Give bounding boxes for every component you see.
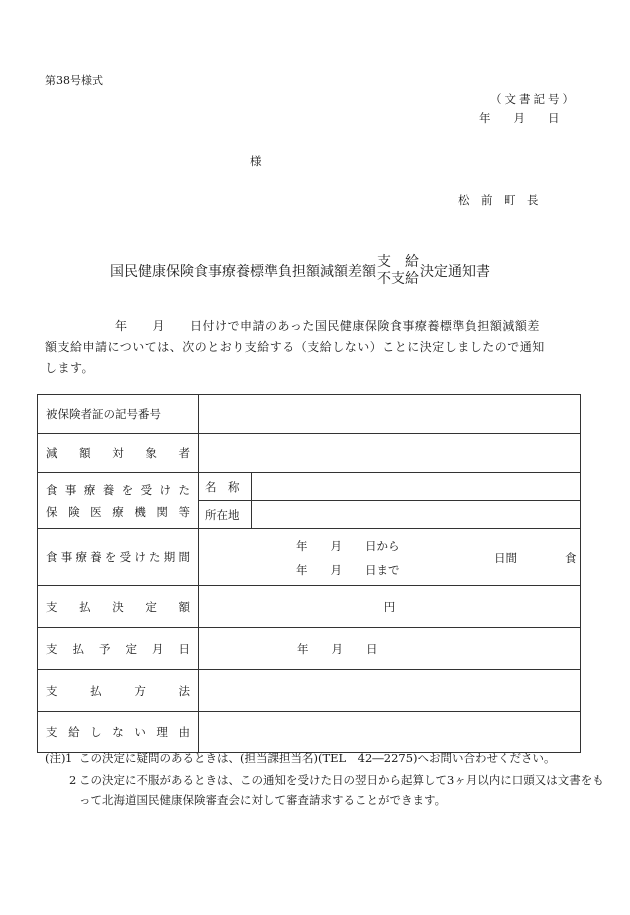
spread-label: 食 事 療 養 を 受 け た [46, 482, 190, 497]
notice-table [37, 394, 581, 753]
row-insured-number [38, 395, 581, 434]
intro-paragraph [45, 316, 590, 379]
amount-label [38, 586, 199, 628]
intro-line-2: 額支給申請については、次のとおり支給する（支給しない）ことに決定しましたので通知 [45, 340, 545, 354]
non-payment-reason-label [38, 712, 199, 753]
spread-label: 支 払 決 定 額 [46, 599, 190, 614]
notes-marker: (注) [45, 751, 66, 765]
insured-number-label: 被保険者証の記号番号 [38, 395, 199, 434]
note-2 [45, 770, 605, 810]
addressee-suffix: 様 [250, 154, 262, 168]
institution-address-label: 所在地 [199, 501, 252, 529]
spread-label: 支 払 方 法 [46, 683, 190, 698]
institution-address-field[interactable] [252, 501, 581, 529]
target-person-label [38, 434, 199, 473]
period-from: 年 月 日から [296, 539, 400, 553]
target-person-field[interactable] [199, 434, 581, 473]
row-payment-method [38, 670, 581, 712]
row-amount [38, 586, 581, 628]
issuer-name: 松 前 町 長 [458, 193, 539, 207]
non-payment-reason-field[interactable] [199, 712, 581, 753]
issue-date: 年 月 日 [479, 111, 560, 125]
payment-date-label [38, 628, 199, 670]
intro-line-3: します。 [45, 361, 95, 375]
note-1-number: 1 [65, 751, 73, 765]
institution-label [38, 473, 199, 529]
payment-method-field[interactable] [199, 670, 581, 712]
note-1 [45, 748, 605, 768]
title-choice-pay: 支 給 [377, 254, 419, 270]
period-label [38, 529, 199, 586]
payment-date-value: 年 月 日 [297, 641, 378, 656]
notes [45, 748, 605, 810]
title-choice-nopay: 不支給 [377, 271, 419, 287]
days-unit: 日間 [494, 551, 517, 565]
spread-label: 食 事 療 養 を 受 け た 期 間 [46, 550, 190, 564]
note-2-text: この決定に不服があるときは、この通知を受けた日の翌日から起算して3ヶ月以内に口頭又は文書をもって北海道国民健康保険審査会に対して審査請求することができます。 [79, 773, 604, 807]
institution-name-label: 名 称 [199, 473, 252, 501]
form-number: 第38号様式 [45, 74, 103, 87]
institution-name-field[interactable] [252, 473, 581, 501]
row-institution-name [38, 473, 581, 501]
payment-date-field[interactable] [199, 628, 581, 670]
title-choice-stack [377, 254, 419, 288]
spread-label: 保 険 医 療 機 関 等 [46, 504, 190, 519]
spread-label: 減 額 対 象 者 [46, 446, 190, 460]
intro-line-1: 年 月 日付けで申請のあった国民健康保険食事療養標準負担額減額差 [115, 319, 540, 333]
period-field[interactable] [199, 529, 581, 586]
note-1-text: この決定に疑問のあるときは、(担当課担当名)(TEL 42―2275)へお問い合わせください。 [79, 751, 556, 765]
row-non-payment-reason [38, 712, 581, 753]
document-number: （文書記号） [490, 92, 577, 106]
spread-label: 支 払 予 定 月 日 [46, 641, 190, 656]
payment-method-label [38, 670, 199, 712]
note-2-number: 2 [69, 773, 77, 787]
row-target-person [38, 434, 581, 473]
title-prefix: 国民健康保険食事療養標準負担額減額差額 [110, 264, 376, 280]
spread-label: 支 給 し な い 理 由 [46, 725, 190, 739]
amount-unit: 円 [383, 599, 396, 614]
amount-field[interactable] [199, 586, 581, 628]
document-title [110, 254, 490, 288]
insured-number-field[interactable] [199, 395, 581, 434]
row-period [38, 529, 581, 586]
period-to: 年 月 日まで [296, 563, 400, 577]
meals-unit: 食 [565, 551, 577, 565]
row-payment-date [38, 628, 581, 670]
title-suffix: 決定通知書 [420, 264, 490, 280]
